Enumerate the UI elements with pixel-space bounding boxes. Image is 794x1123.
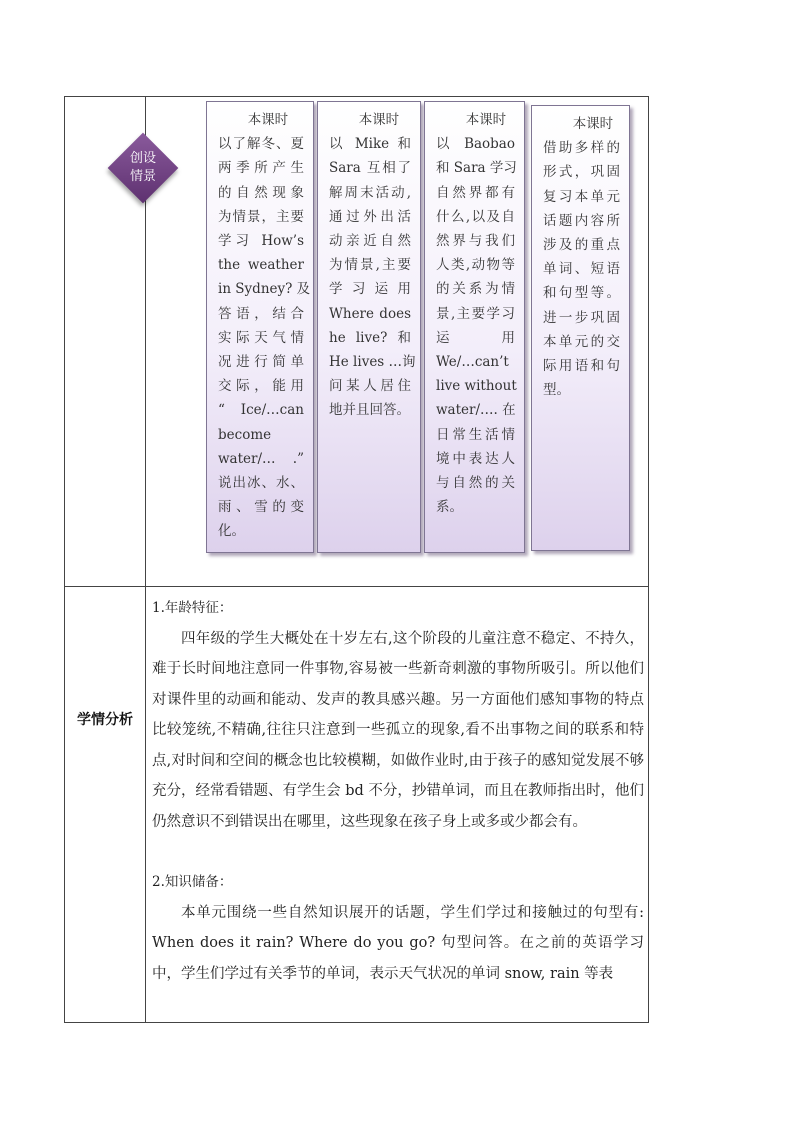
card-text-line: 景,主要学习 [436,305,515,322]
card-text-line: 本课时 [358,112,400,128]
card-text-line: in Sydney? 及 [218,281,311,298]
card-text-line: 人类,动物等 [436,257,515,274]
analysis-content [152,593,644,989]
lesson-card-3 [424,101,525,553]
scenario-label-line-2: 情景 [129,169,156,184]
card-text-line: 和句型等。 [543,285,620,302]
card-text-line: water/…. 在 [436,402,516,419]
card-text-line: “ Ice/…can [218,402,304,419]
card-text-line: 问某人居住 [329,378,411,395]
card-text-line: 交际，能用 [218,378,304,395]
card-text-line: 日常生活情 [436,426,515,443]
card-text-line: 本课时 [572,116,614,132]
card-text-line: We/…can’t [436,354,509,371]
card-text-line: 型。 [543,382,570,399]
scenario-badge [108,133,178,203]
card-text-line: 说出冰、水、 [218,475,304,492]
analysis-label: 学情分析 [77,712,133,728]
card-text-line: 本课时 [247,112,289,128]
card-text-line: 复习本单元 [543,188,620,205]
card-text-line: 什么,以及自 [436,208,515,225]
card-text-line: 以 Baobao [436,136,515,153]
card-text-line: 话题内容所 [543,212,620,229]
card-text-line: 境中表达人 [436,450,515,467]
card-text-line: 通过外出活 [329,208,411,225]
card-text-line: 为情景,主要 [329,257,411,274]
card-text-line: 系。 [436,499,463,516]
scenario-label-line-1: 创设 [129,151,156,166]
age-text: 四年级的学生大概处在十岁左右,这个阶段的儿童注意不稳定、不持久，难于长时间地注意同一件事物,容易被一些新奇刺激的事物所吸引。所以他们对课件里的动画和能动、发声的教具感兴趣。另一方面他们感知事物的特点比较笼统,不精确,往往只注意到一些孤立的现象,看不出事物之间的联系和特点,对时间和空间的概念也比较模糊，如做作业时,由于孩子的感知觉发展不够充分，经常看错题、有学生会 bd 不分，抄错单词，而且在教师指出时，他们仍然意识不到错误出在哪里，这些现象在孩子身上或多或少都会有。 [152,630,644,830]
card-text-line: 动亲近自然 [329,233,411,250]
card-text-line: 地并且回答。 [329,402,410,419]
card-text-line: 与自然的关 [436,475,515,492]
card-text-line: become [218,426,272,443]
lesson-card-4 [531,105,630,551]
lesson-plan-table [64,96,649,1023]
card-text-line: 雨、雪的变 [218,499,304,516]
card-text-line: 本单元的交 [543,333,620,350]
card-text-line: 进一步巩固 [543,309,620,326]
card-text-line: 本课时 [465,112,507,128]
card-text-line: 为情景，主要 [218,208,304,225]
card-text-line: 形式，巩固 [543,164,620,181]
card-text-line: Sara 互相了 [329,160,411,177]
card-text-line: 的关系为情 [436,281,515,298]
card-text-line: 学习运用 [329,281,411,298]
card-text-line: 涉及的重点 [543,237,620,254]
card-text-line: 和 Sara 学习 [436,160,517,177]
card-text-line: 两季所产生 [218,160,304,177]
card-text-line: 解周末活动, [329,184,411,201]
lesson-card-1 [206,101,314,553]
card-text-line: water/… .” [218,450,304,467]
card-text-line: 以了解冬、夏 [218,136,304,153]
card-text-line: 运 用 [436,329,515,346]
card-text-line: 况进行简单 [218,354,304,371]
card-text-line: 以 Mike 和 [329,136,411,153]
card-text-line: Where does [329,305,411,322]
card-text-line: live without [436,378,517,395]
card-text-line: 答语，结合 [218,305,304,322]
card-text-line: 化。 [218,523,245,540]
column-divider [145,97,146,1022]
card-text-line: 自然界都有 [436,184,515,201]
card-text-line: 的自然现象 [218,184,304,201]
card-text-line: 单词、短语 [543,261,620,278]
card-text-line: 借助多样的 [543,140,620,157]
lesson-card-2 [317,101,421,553]
knowledge-heading: 2.知识储备： [152,874,233,890]
scenario-label [108,150,178,186]
card-text-line: the weather [218,257,304,274]
card-text-line: 学习 How’s [218,233,304,250]
knowledge-text: 本单元围绕一些自然知识展开的话题，学生们学过和接触过的句型有: When does it rain? Where do you go? 句型问答。在之前的英语学习中，学生们学过有关季节的单词，表示天气状况的单词 snow, rain 等表 [152,904,644,982]
row-divider [65,586,648,587]
card-text-line: 际用语和句 [543,358,620,375]
section-gap [152,837,644,867]
card-text-line: 实际天气情 [218,329,304,346]
card-text-line: he live? 和 [329,329,411,346]
age-heading: 1.年龄特征： [152,600,233,616]
card-text-line: He lives …询 [329,354,416,371]
card-text-line: 然界与我们 [436,233,515,250]
